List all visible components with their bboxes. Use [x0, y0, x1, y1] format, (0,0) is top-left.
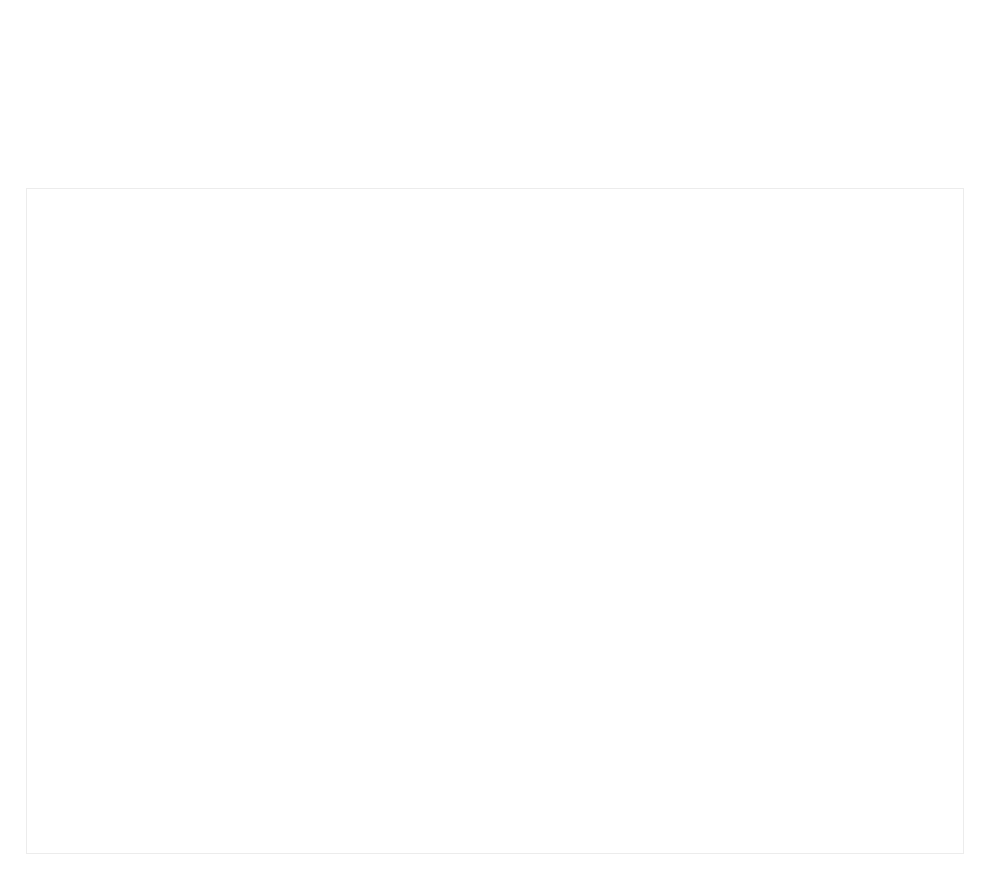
nutrition-table-header: [27, 189, 963, 233]
nutrition-table: [26, 188, 964, 854]
